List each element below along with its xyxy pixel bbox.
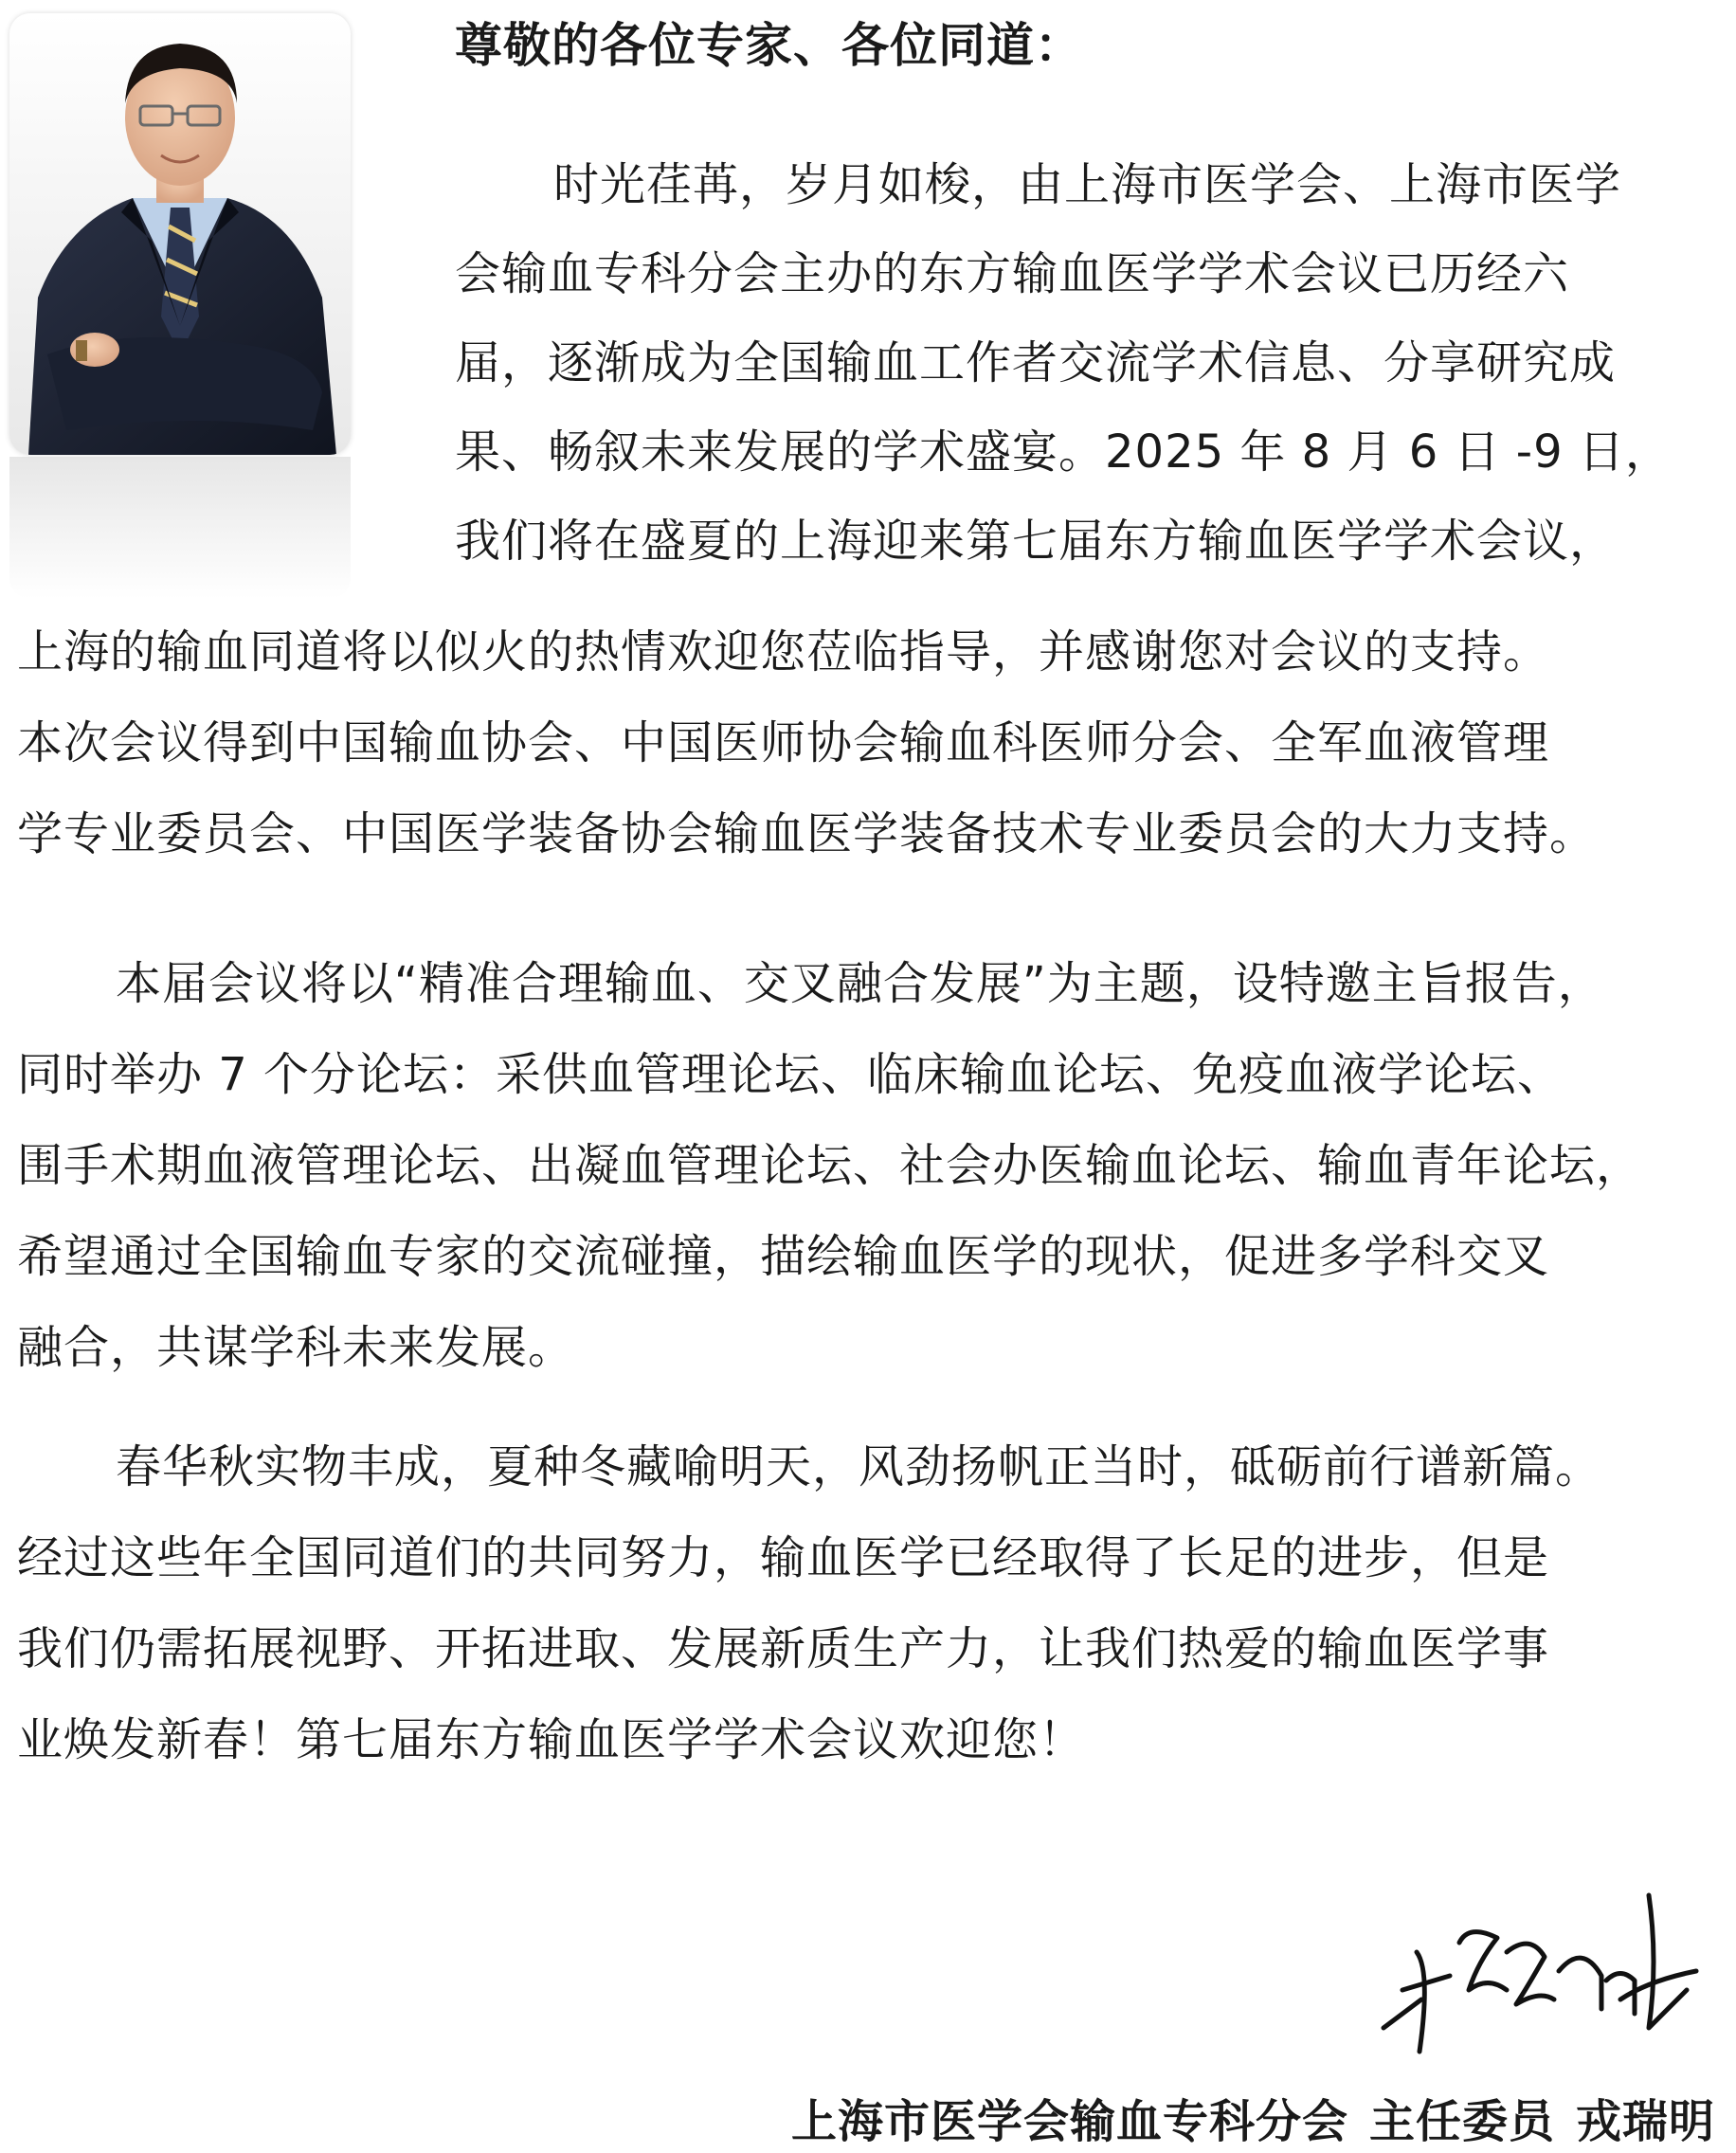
intro-line: 届，逐渐成为全国输血工作者交流学术信息、分享研究成 xyxy=(455,336,1617,389)
intro-paragraph xyxy=(455,140,1715,586)
signoff-organization: 上海市医学会输血专科分会 xyxy=(790,2095,1348,2148)
paragraph-support xyxy=(17,606,1723,879)
paragraph-closing xyxy=(17,1421,1723,1785)
paragraph-line: 上海的输血同道将以似火的热情欢迎您莅临指导，并感谢您对会议的支持。 xyxy=(17,625,1550,678)
paragraph-line: 融合，共谋学科未来发展。 xyxy=(17,1321,575,1374)
intro-line: 时光荏苒，岁月如梭，由上海市医学会、上海市医学 xyxy=(553,158,1622,211)
salutation: 尊敬的各位专家、各位同道： xyxy=(455,18,1083,73)
author-portrait xyxy=(9,13,351,455)
portrait-reflection xyxy=(9,457,351,599)
signoff-name: 戎瑞明 xyxy=(1575,2095,1715,2148)
signoff-line xyxy=(791,2085,1715,2150)
handwritten-signature-icon xyxy=(1365,1886,1725,2066)
paragraph-line: 学专业委员会、中国医学装备协会输血医学装备技术专业委员会的大力支持。 xyxy=(17,807,1597,860)
paragraph-line: 经过这些年全国同道们的共同努力，输血医学已经取得了长足的进步，但是 xyxy=(17,1531,1550,1584)
paragraph-line: 业焕发新春！第七届东方输血医学学术会议欢迎您！ xyxy=(17,1713,1086,1766)
paragraph-line: 本届会议将以“精准合理输血、交叉融合发展”为主题，设特邀主旨报告， xyxy=(116,957,1604,1010)
paragraph-line: 本次会议得到中国输血协会、中国医师协会输血科医师分会、全军血液管理 xyxy=(17,716,1550,769)
paragraph-line: 同时举办 7 个分论坛：采供血管理论坛、临床输血论坛、免疫血液学论坛、 xyxy=(17,1048,1564,1101)
paragraph-line: 希望通过全国输血专家的交流碰撞，描绘输血医学的现状，促进多学科交叉 xyxy=(17,1230,1550,1283)
intro-line: 果、畅叙未来发展的学术盛宴。2025 年 8 月 6 日 -9 日， xyxy=(455,425,1672,479)
intro-line: 会输血专科分会主办的东方输血医学学术会议已历经六 xyxy=(455,247,1570,300)
paragraph-line: 我们仍需拓展视野、开拓进取、发展新质生产力，让我们热爱的输血医学事 xyxy=(17,1622,1550,1675)
paragraph-line: 春华秋实物丰成，夏种冬藏喻明天，风劲扬帆正当时，砥砺前行谱新篇。 xyxy=(116,1440,1602,1493)
author-portrait-graphic xyxy=(9,13,351,455)
paragraph-line: 围手术期血液管理论坛、出凝血管理论坛、社会办医输血论坛、输血青年论坛， xyxy=(17,1139,1643,1192)
signoff-title: 主任委员 xyxy=(1368,2095,1555,2148)
intro-line: 我们将在盛夏的上海迎来第七届东方输血医学学术会议， xyxy=(455,515,1617,568)
paragraph-theme xyxy=(17,938,1723,1393)
